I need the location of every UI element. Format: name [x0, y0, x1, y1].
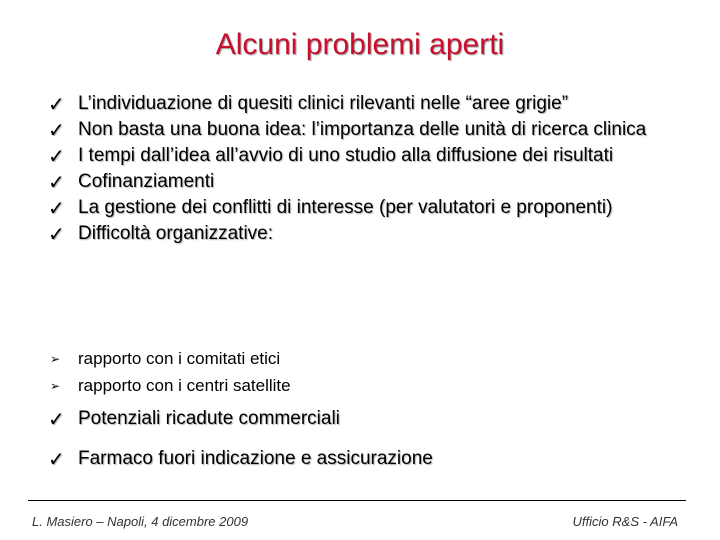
bullet-item — [48, 224, 676, 244]
footer-author-date: L. Masiero – Napoli, 4 dicembre 2009 — [32, 514, 249, 529]
checkmark-icon: ✓ — [48, 222, 65, 246]
checkmark-icon: ✓ — [48, 92, 65, 116]
bullet-text: Difficoltà organizzative: — [78, 223, 274, 244]
sub-bullet-text: rapporto con i centri satellite — [78, 376, 291, 395]
bullet-item — [48, 120, 676, 140]
sub-bullet-list — [48, 349, 668, 403]
bullet-text: I tempi dall’idea all’avvio di uno studio alla diffusione dei risultati — [78, 145, 614, 166]
sub-bullet-item — [48, 376, 668, 396]
bullet-item — [48, 198, 676, 218]
bullet-item — [48, 94, 676, 114]
checkmark-icon: ✓ — [48, 407, 65, 431]
checkmark-icon: ✓ — [48, 118, 65, 142]
checkmark-icon: ✓ — [48, 144, 65, 168]
bullet-text: Farmaco fuori indicazione e assicurazione — [78, 448, 433, 469]
bullet-item — [48, 172, 676, 192]
footer-organization: Ufficio R&S - AIFA — [572, 514, 678, 529]
bullet-item — [48, 409, 676, 429]
sub-bullet-item — [48, 349, 668, 369]
checkmark-icon: ✓ — [48, 170, 65, 194]
arrowhead-icon: ➢ — [50, 352, 61, 366]
bullet-item — [48, 146, 676, 166]
bullet-item — [48, 449, 676, 469]
bullet-text: L’individuazione di quesiti clinici rilevanti nelle “aree grigie” — [78, 93, 569, 114]
arrowhead-icon: ➢ — [50, 379, 61, 393]
checkmark-icon: ✓ — [48, 447, 65, 471]
footer-divider — [28, 500, 686, 501]
bullet-text: Potenziali ricadute commerciali — [78, 408, 340, 429]
checkmark-icon: ✓ — [48, 196, 65, 220]
bullet-text: La gestione dei conflitti di interesse (per valutatori e proponenti) — [78, 197, 613, 218]
bullet-text: Cofinanziamenti — [78, 171, 215, 192]
main-bullet-list — [48, 94, 676, 250]
sub-bullet-text: rapporto con i comitati etici — [78, 349, 281, 368]
bullet-text: Non basta una buona idea: l’importanza delle unità di ricerca clinica — [78, 119, 647, 140]
slide-title: Alcuni problemi aperti — [215, 28, 505, 61]
